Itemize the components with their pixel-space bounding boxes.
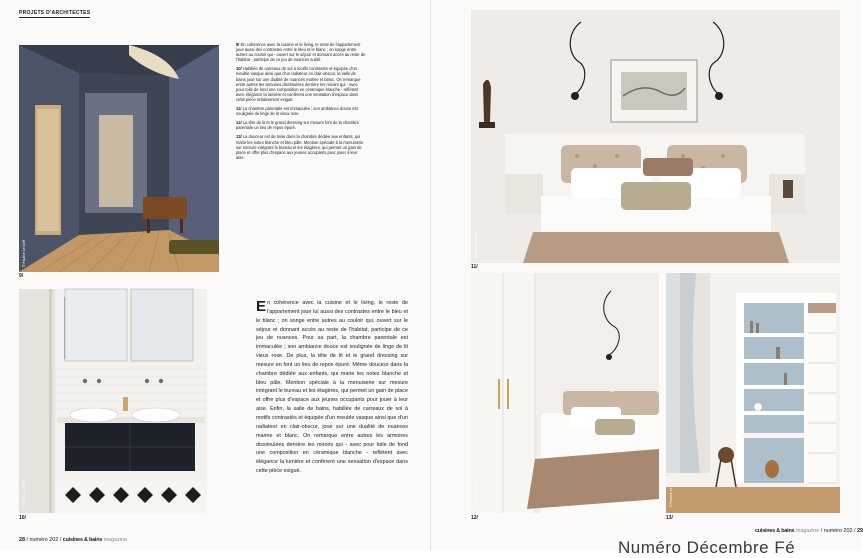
photo-label-9: 9/ — [19, 273, 24, 279]
photo-master-bedroom — [471, 10, 840, 263]
photo-credit: © Pauline Le Goff — [669, 480, 673, 507]
article-body — [256, 299, 408, 476]
photo-credit: © Pauline Le Goff — [22, 480, 26, 507]
folio-left: 28 / numéro 202 / cuisines & bains magazine — [19, 537, 127, 543]
photo-captions — [236, 42, 366, 164]
drop-cap: E — [256, 298, 267, 315]
section-label: PROJETS D'ARCHITECTES — [19, 10, 91, 16]
caption-12: 12/ La tête de lit et le grand dressing sur mesure font de la chambre parentale un lieu de repos épuré. — [236, 120, 359, 131]
photo-credit: © Pauline Le Goff — [22, 240, 26, 267]
photo-label-12: 12/ — [471, 515, 478, 521]
photo-corridor — [19, 45, 219, 272]
photo-label-11: 11/ — [471, 264, 478, 270]
article-paragraph: n cohérence avec la cuisine et le living, le reste de l'appartement joue lui aussi des contrastes entre le bleu et le blanc ; on songe entre autres au couloir qui, ouvert sur le séjour et donnant accès au reste de l'habitat, participe de ce jeu de nuances. Pour sa part, la chambre parentale est immaculée ; son ambiance douce est soulignée de linge de lit vieux rose. De plus, la tête de lit et le grand dressing sur mesure en font un lieu de repos épuré. Même douceur dans la chambre dédiée aux enfants, qui marie les notes blanche et bleu pâle. Mention spéciale à la menuiserie sur mesure intégrant le bureau et les étagères, qui permet un gain de place et offre plus d'espace aux jeunes occupants pour jouer à leur aise. Enfin, la salle de bains, habillée de carreaux de sol à motifs contrastés et équipée d'un meuble vasque ainsi que d'un radiateur en clair-obscur, joue sur une dualité de nuances marine et blanc. On remarque entre autres les armoires dissimulées derrière les miroirs qui - avec pour toile de fond une composition en céramique blanche - reflètent avec élégance la lumière et confèrent une sensation d'espace dans cette pièce exiguë. — [256, 300, 408, 475]
photo-label-13: 13/ — [666, 515, 673, 521]
issue-date-overlay: Numéro Décembre Fé — [618, 538, 796, 557]
photo-credit: © Pauline Le Goff — [474, 231, 478, 258]
photo-label-10: 10/ — [19, 515, 26, 521]
folio-right: cuisines & bains magazine / numéro 202 / 29 — [755, 528, 863, 534]
caption-11: 11/ La chambre parentale est immaculée ; son ambiance douce est soulignée de linge de lit vieux rose. — [236, 106, 358, 117]
caption-13: 13/ La douceur est de mise dans la chambre dédiée aux enfants, qui marie les notes blanche et bleu pâle. Mention spéciale à la menuiserie sur mesure intégrant le bureau et les étagères, qui permet un gain de place et offre plus d'espace aux jeunes occupants pour jouer à leur aise. — [236, 134, 364, 160]
photo-bathroom — [19, 289, 207, 513]
photo-bedroom-dressing — [471, 273, 659, 513]
caption-10: 10/ Habillée de carreaux de sol à motifs contrastés et équipée d'un meuble vasque ainsi que d'un radiateur en clair-obscur, la salle de bains joue sur une dualité de nuances marine et blanc. On remarque entre autres les armoires dissimulées derrière les miroirs qui - avec pour toile de fond une composition en céramique blanche - reflètent avec élégance la lumière et confèrent une sensation d'espace dans cette pièce relativement exiguë. — [236, 66, 361, 102]
caption-9: 9/ En cohérence avec la cuisine et le living, le reste de l'appartement joue aussi des contrastes entre le bleu et le blanc ; on songe entre autres au couloir qui - ouvert sur le séjour et donnant accès au reste de l'habitat - participe de ce jeu de nuances subtil. — [236, 42, 366, 63]
photo-kids-room — [666, 273, 840, 513]
photo-credit: © Pauline Le Goff — [474, 480, 478, 507]
page-gutter — [430, 0, 431, 550]
